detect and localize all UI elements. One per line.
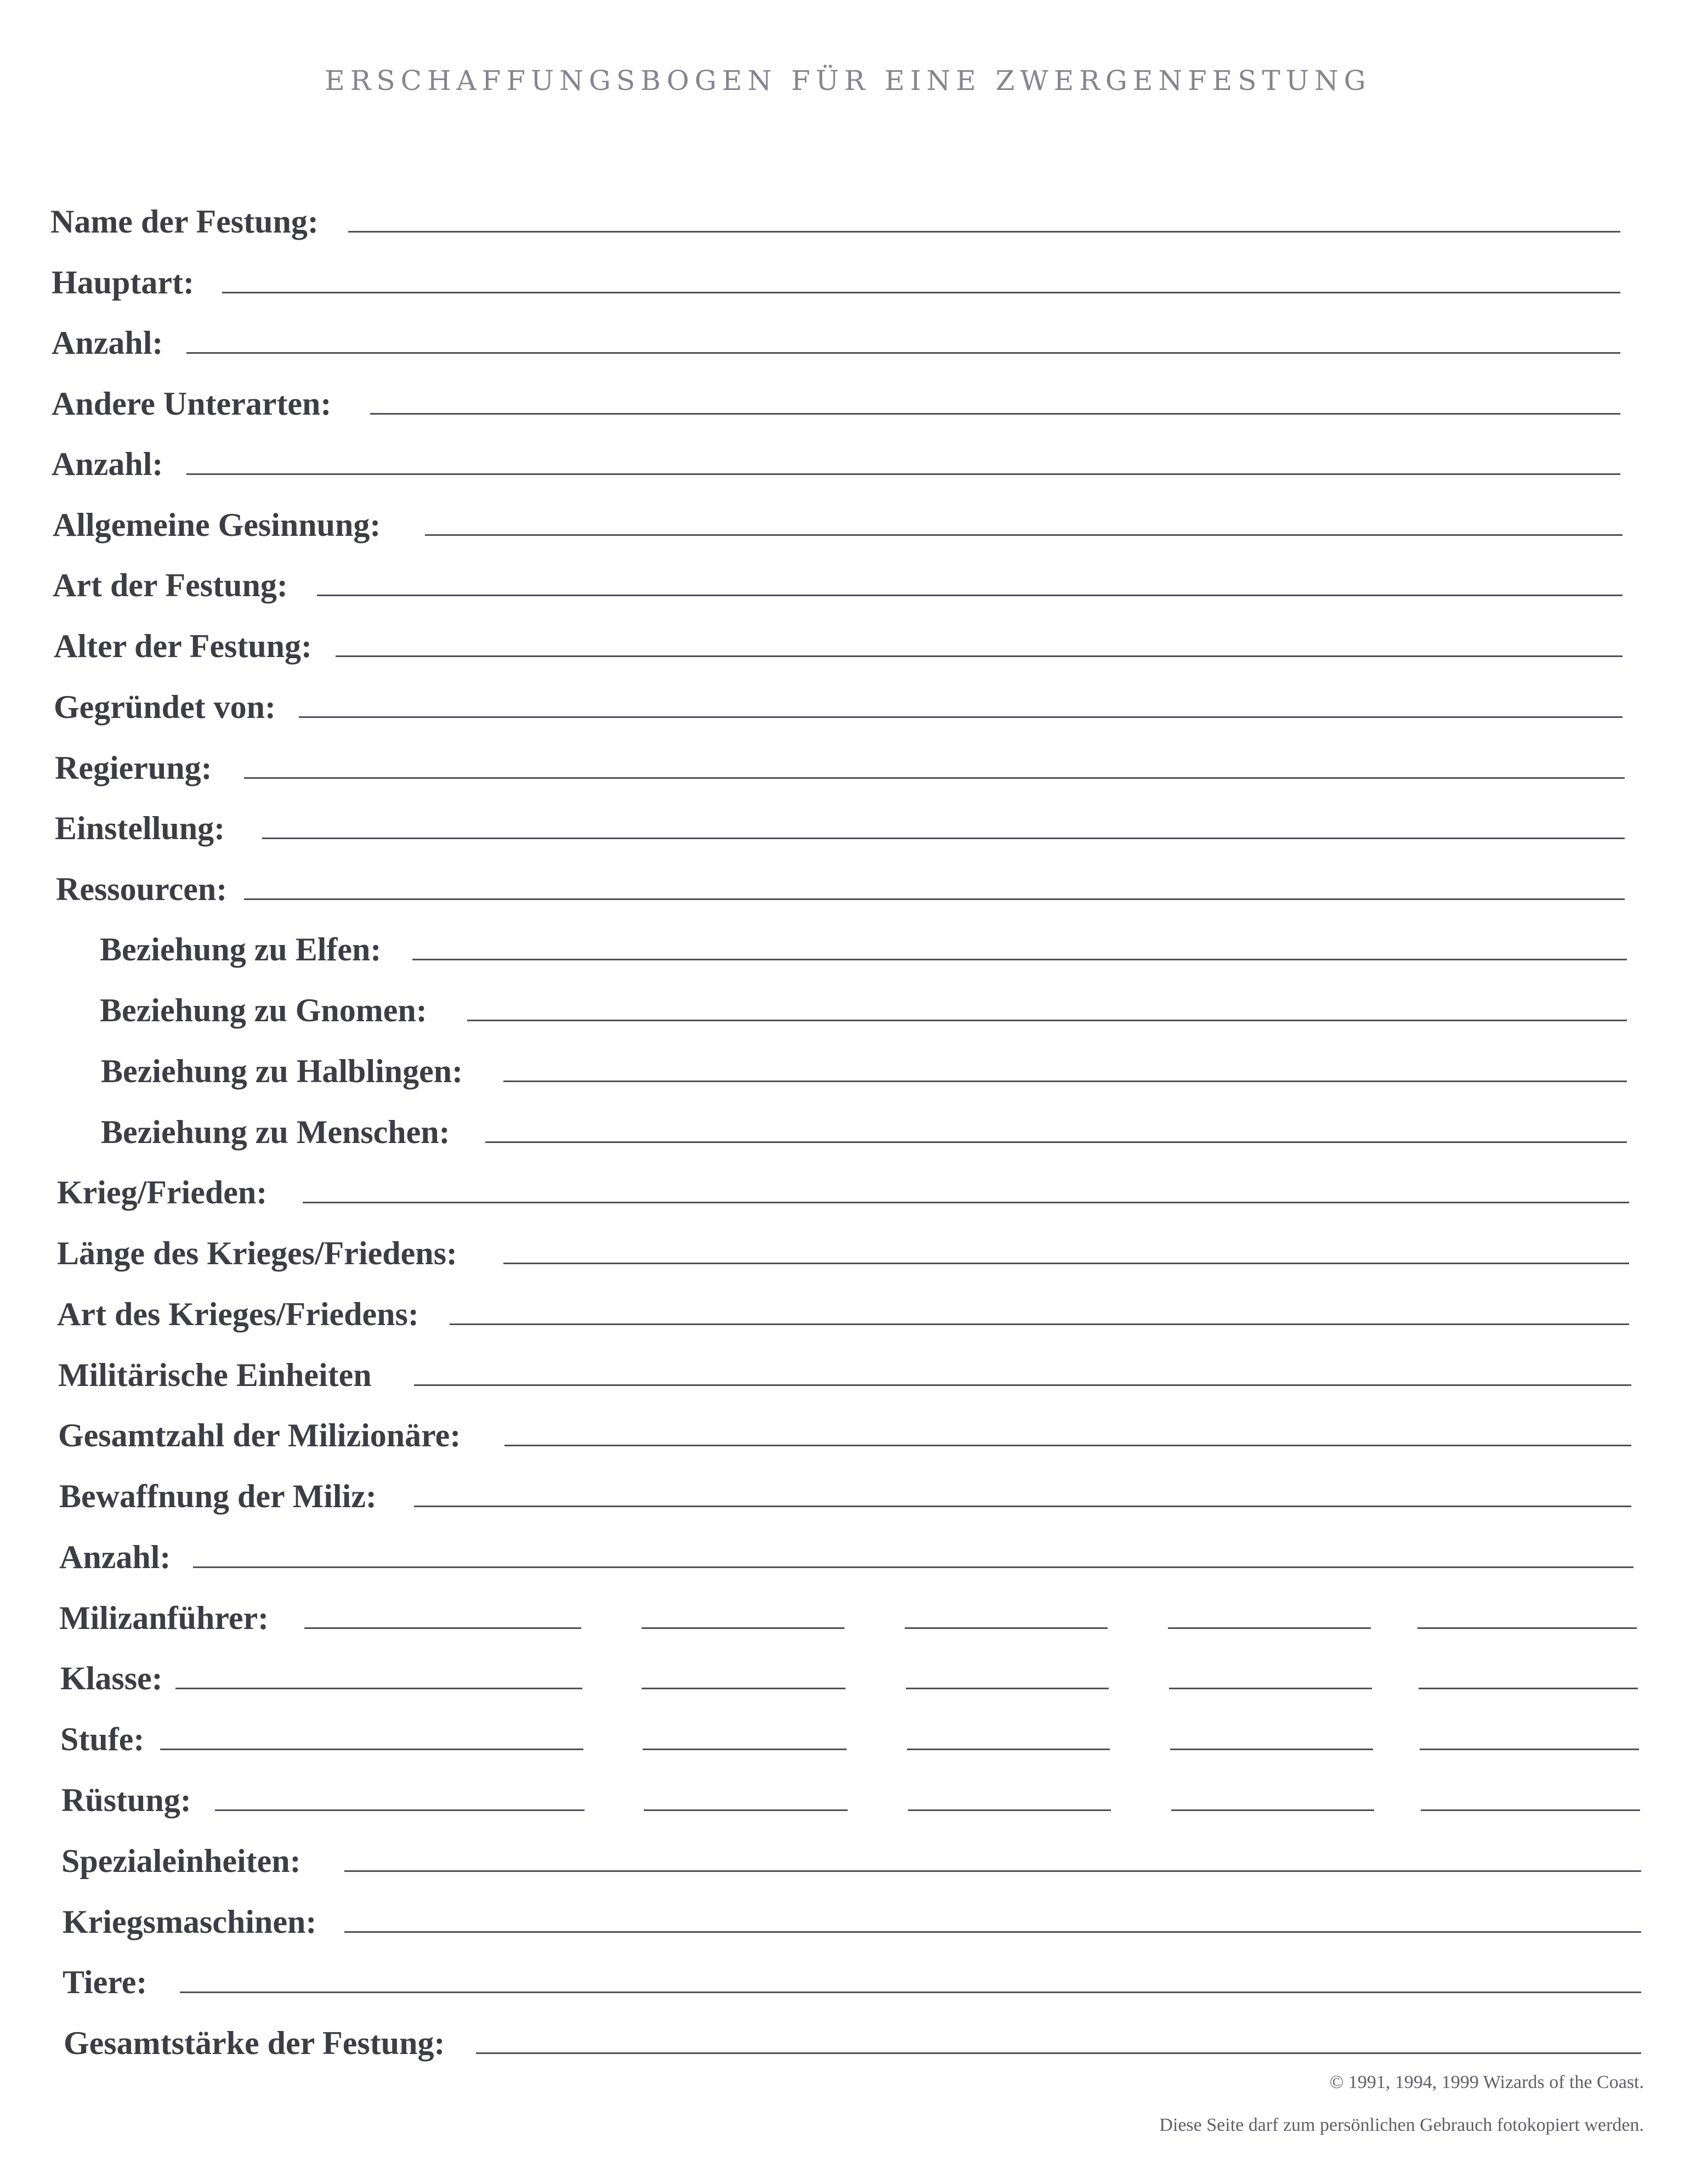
copyright-notice: © 1991, 1994, 1999 Wizards of the Coast.: [1329, 2072, 1644, 2092]
field-line[interactable]: [344, 1870, 1641, 1872]
field-row: [0, 1583, 1696, 1649]
field-row: [0, 1157, 1696, 1223]
field-row: [0, 429, 1696, 495]
class-field-1[interactable]: [175, 1688, 582, 1689]
field-line[interactable]: [193, 1566, 1633, 1568]
leader-field-5[interactable]: [1417, 1627, 1637, 1629]
leader-field-3[interactable]: [905, 1627, 1108, 1629]
field-row: [0, 247, 1696, 313]
armor-field-5[interactable]: [1421, 1809, 1640, 1811]
field-label: Gesamtstärke der Festung:: [64, 2025, 445, 2061]
field-label: Art des Krieges/Friedens:: [57, 1296, 419, 1332]
field-row: [0, 1279, 1696, 1345]
photocopy-permission: Diese Seite darf zum persönlichen Gebrauch fotokopiert werden.: [1159, 2115, 1644, 2135]
level-field-1[interactable]: [160, 1749, 583, 1750]
field-row: [0, 2008, 1696, 2074]
field-line[interactable]: [244, 898, 1625, 900]
field-row: [0, 1461, 1696, 1527]
field-row: [0, 1036, 1696, 1102]
field-line[interactable]: [414, 1506, 1631, 1507]
field-row: [0, 1340, 1696, 1406]
field-label: Art der Festung:: [53, 567, 288, 603]
level-field-5[interactable]: [1420, 1749, 1639, 1750]
field-label: Beziehung zu Gnomen:: [100, 992, 427, 1028]
field-label: Milizanführer:: [59, 1600, 269, 1636]
field-label: Beziehung zu Halblingen:: [101, 1053, 463, 1089]
page-title: ERSCHAFFUNGSBOGEN FÜR EINE ZWERGENFESTUNG: [325, 65, 1371, 97]
field-row: [0, 1947, 1696, 2013]
field-row: [0, 1765, 1696, 1831]
field-row: [0, 1643, 1696, 1709]
field-label: Allgemeine Gesinnung:: [53, 507, 381, 543]
field-line[interactable]: [485, 1141, 1627, 1143]
field-label: Tiere:: [63, 1964, 148, 2000]
field-line[interactable]: [412, 959, 1627, 960]
field-line[interactable]: [299, 716, 1623, 718]
field-label: Hauptart:: [52, 264, 194, 301]
class-field-5[interactable]: [1419, 1688, 1638, 1689]
field-label: Name der Festung:: [50, 203, 319, 240]
field-row: [0, 854, 1696, 920]
field-row: [0, 550, 1696, 616]
field-line[interactable]: [503, 1263, 1629, 1264]
armor-field-1[interactable]: [215, 1809, 585, 1811]
field-label: Beziehung zu Menschen:: [101, 1114, 450, 1150]
field-label: Bewaffnung der Miliz:: [59, 1478, 377, 1514]
field-row: [0, 1218, 1696, 1284]
field-label: Ressourcen:: [56, 871, 228, 907]
field-row: [0, 369, 1696, 434]
field-line[interactable]: [370, 413, 1620, 415]
field-line[interactable]: [450, 1323, 1629, 1325]
field-row: [0, 1522, 1696, 1588]
field-line[interactable]: [467, 1020, 1627, 1021]
field-label: Anzahl:: [52, 325, 163, 361]
field-line[interactable]: [414, 1384, 1631, 1386]
field-row: [0, 975, 1696, 1041]
class-field-3[interactable]: [906, 1688, 1109, 1689]
field-line[interactable]: [244, 777, 1625, 779]
field-line[interactable]: [425, 534, 1623, 536]
class-field-4[interactable]: [1169, 1688, 1372, 1689]
field-row: [0, 793, 1696, 859]
leader-field-1[interactable]: [304, 1627, 581, 1629]
armor-field-2[interactable]: [644, 1809, 848, 1811]
field-row: [0, 308, 1696, 374]
field-line[interactable]: [344, 1931, 1641, 1933]
field-row: [0, 1097, 1696, 1163]
field-label: Rüstung:: [61, 1782, 191, 1818]
field-line[interactable]: [348, 231, 1620, 233]
field-label: Länge des Krieges/Friedens:: [57, 1235, 457, 1271]
field-line[interactable]: [336, 655, 1623, 657]
field-row: [0, 1704, 1696, 1770]
field-line[interactable]: [303, 1202, 1629, 1203]
field-row: [0, 1826, 1696, 1892]
field-line[interactable]: [317, 595, 1623, 596]
field-label: Klasse:: [60, 1660, 163, 1696]
field-label: Kriegsmaschinen:: [63, 1904, 317, 1940]
level-field-3[interactable]: [907, 1749, 1110, 1750]
field-line[interactable]: [476, 2052, 1641, 2054]
field-line[interactable]: [222, 292, 1620, 293]
armor-field-3[interactable]: [908, 1809, 1111, 1811]
level-field-2[interactable]: [643, 1749, 847, 1750]
field-label: Einstellung:: [55, 810, 225, 846]
field-label: Anzahl:: [59, 1539, 171, 1575]
field-label: Stufe:: [60, 1721, 145, 1757]
class-field-2[interactable]: [642, 1688, 846, 1689]
field-label: Gegründet von:: [54, 689, 276, 725]
field-row: [0, 672, 1696, 738]
armor-field-4[interactable]: [1171, 1809, 1374, 1811]
field-row: [0, 611, 1696, 677]
field-label: Alter der Festung:: [54, 628, 313, 664]
leader-field-4[interactable]: [1168, 1627, 1371, 1629]
field-row: [0, 1887, 1696, 1953]
field-row: [0, 186, 1696, 252]
field-line[interactable]: [186, 352, 1620, 354]
field-label: Spezialeinheiten:: [61, 1843, 301, 1879]
field-label: Anzahl:: [52, 446, 163, 482]
field-label: Gesamtzahl der Milizionäre:: [58, 1417, 461, 1453]
field-row: [0, 914, 1696, 980]
leader-field-2[interactable]: [642, 1627, 844, 1629]
field-line[interactable]: [180, 1991, 1641, 1993]
field-label: Krieg/Frieden:: [57, 1174, 268, 1210]
level-field-4[interactable]: [1170, 1749, 1373, 1750]
field-label: Regierung:: [55, 750, 212, 786]
field-label: Beziehung zu Elfen:: [100, 931, 382, 967]
field-line[interactable]: [262, 838, 1625, 839]
field-line[interactable]: [504, 1445, 1631, 1446]
field-row: [0, 1400, 1696, 1466]
field-row: [0, 733, 1696, 799]
field-label: Andere Unterarten:: [52, 386, 332, 422]
field-row: [0, 490, 1696, 556]
field-line[interactable]: [186, 473, 1620, 475]
field-line[interactable]: [503, 1080, 1627, 1082]
field-label: Militärische Einheiten: [58, 1357, 372, 1393]
